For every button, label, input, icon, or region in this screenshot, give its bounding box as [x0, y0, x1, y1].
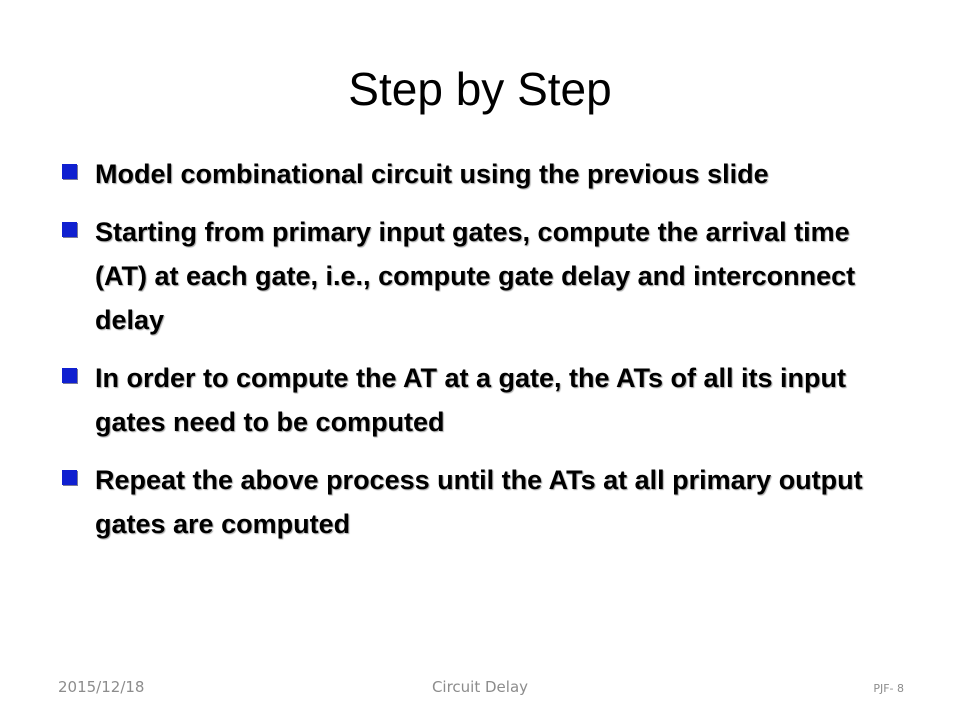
bullet-item — [62, 458, 902, 546]
bullet-item — [62, 210, 902, 342]
square-bullet-icon — [62, 368, 77, 383]
slide-title: Step by Step — [348, 63, 612, 115]
bullet-text: Model combinational circuit using the previous slide — [95, 159, 769, 189]
footer-title: Circuit Delay — [431, 678, 529, 696]
square-bullet-icon — [62, 164, 77, 179]
bullet-text: Repeat the above process until the ATs at all primary output gates are computed — [95, 465, 863, 539]
footer-page-number: PJF- 8 — [873, 682, 904, 695]
bullet-text: In order to compute the AT at a gate, the ATs of all its input gates need to be computed — [95, 363, 847, 437]
footer-date: 2015/12/18 — [58, 678, 145, 696]
bullet-list — [62, 152, 902, 560]
bullet-item — [62, 356, 902, 444]
bullet-item — [62, 152, 902, 196]
bullet-text: Starting from primary input gates, compute the arrival time (AT) at each gate, i.e., compute gate delay and interconnect delay — [95, 217, 856, 335]
square-bullet-icon — [62, 222, 77, 237]
square-bullet-icon — [62, 470, 77, 485]
